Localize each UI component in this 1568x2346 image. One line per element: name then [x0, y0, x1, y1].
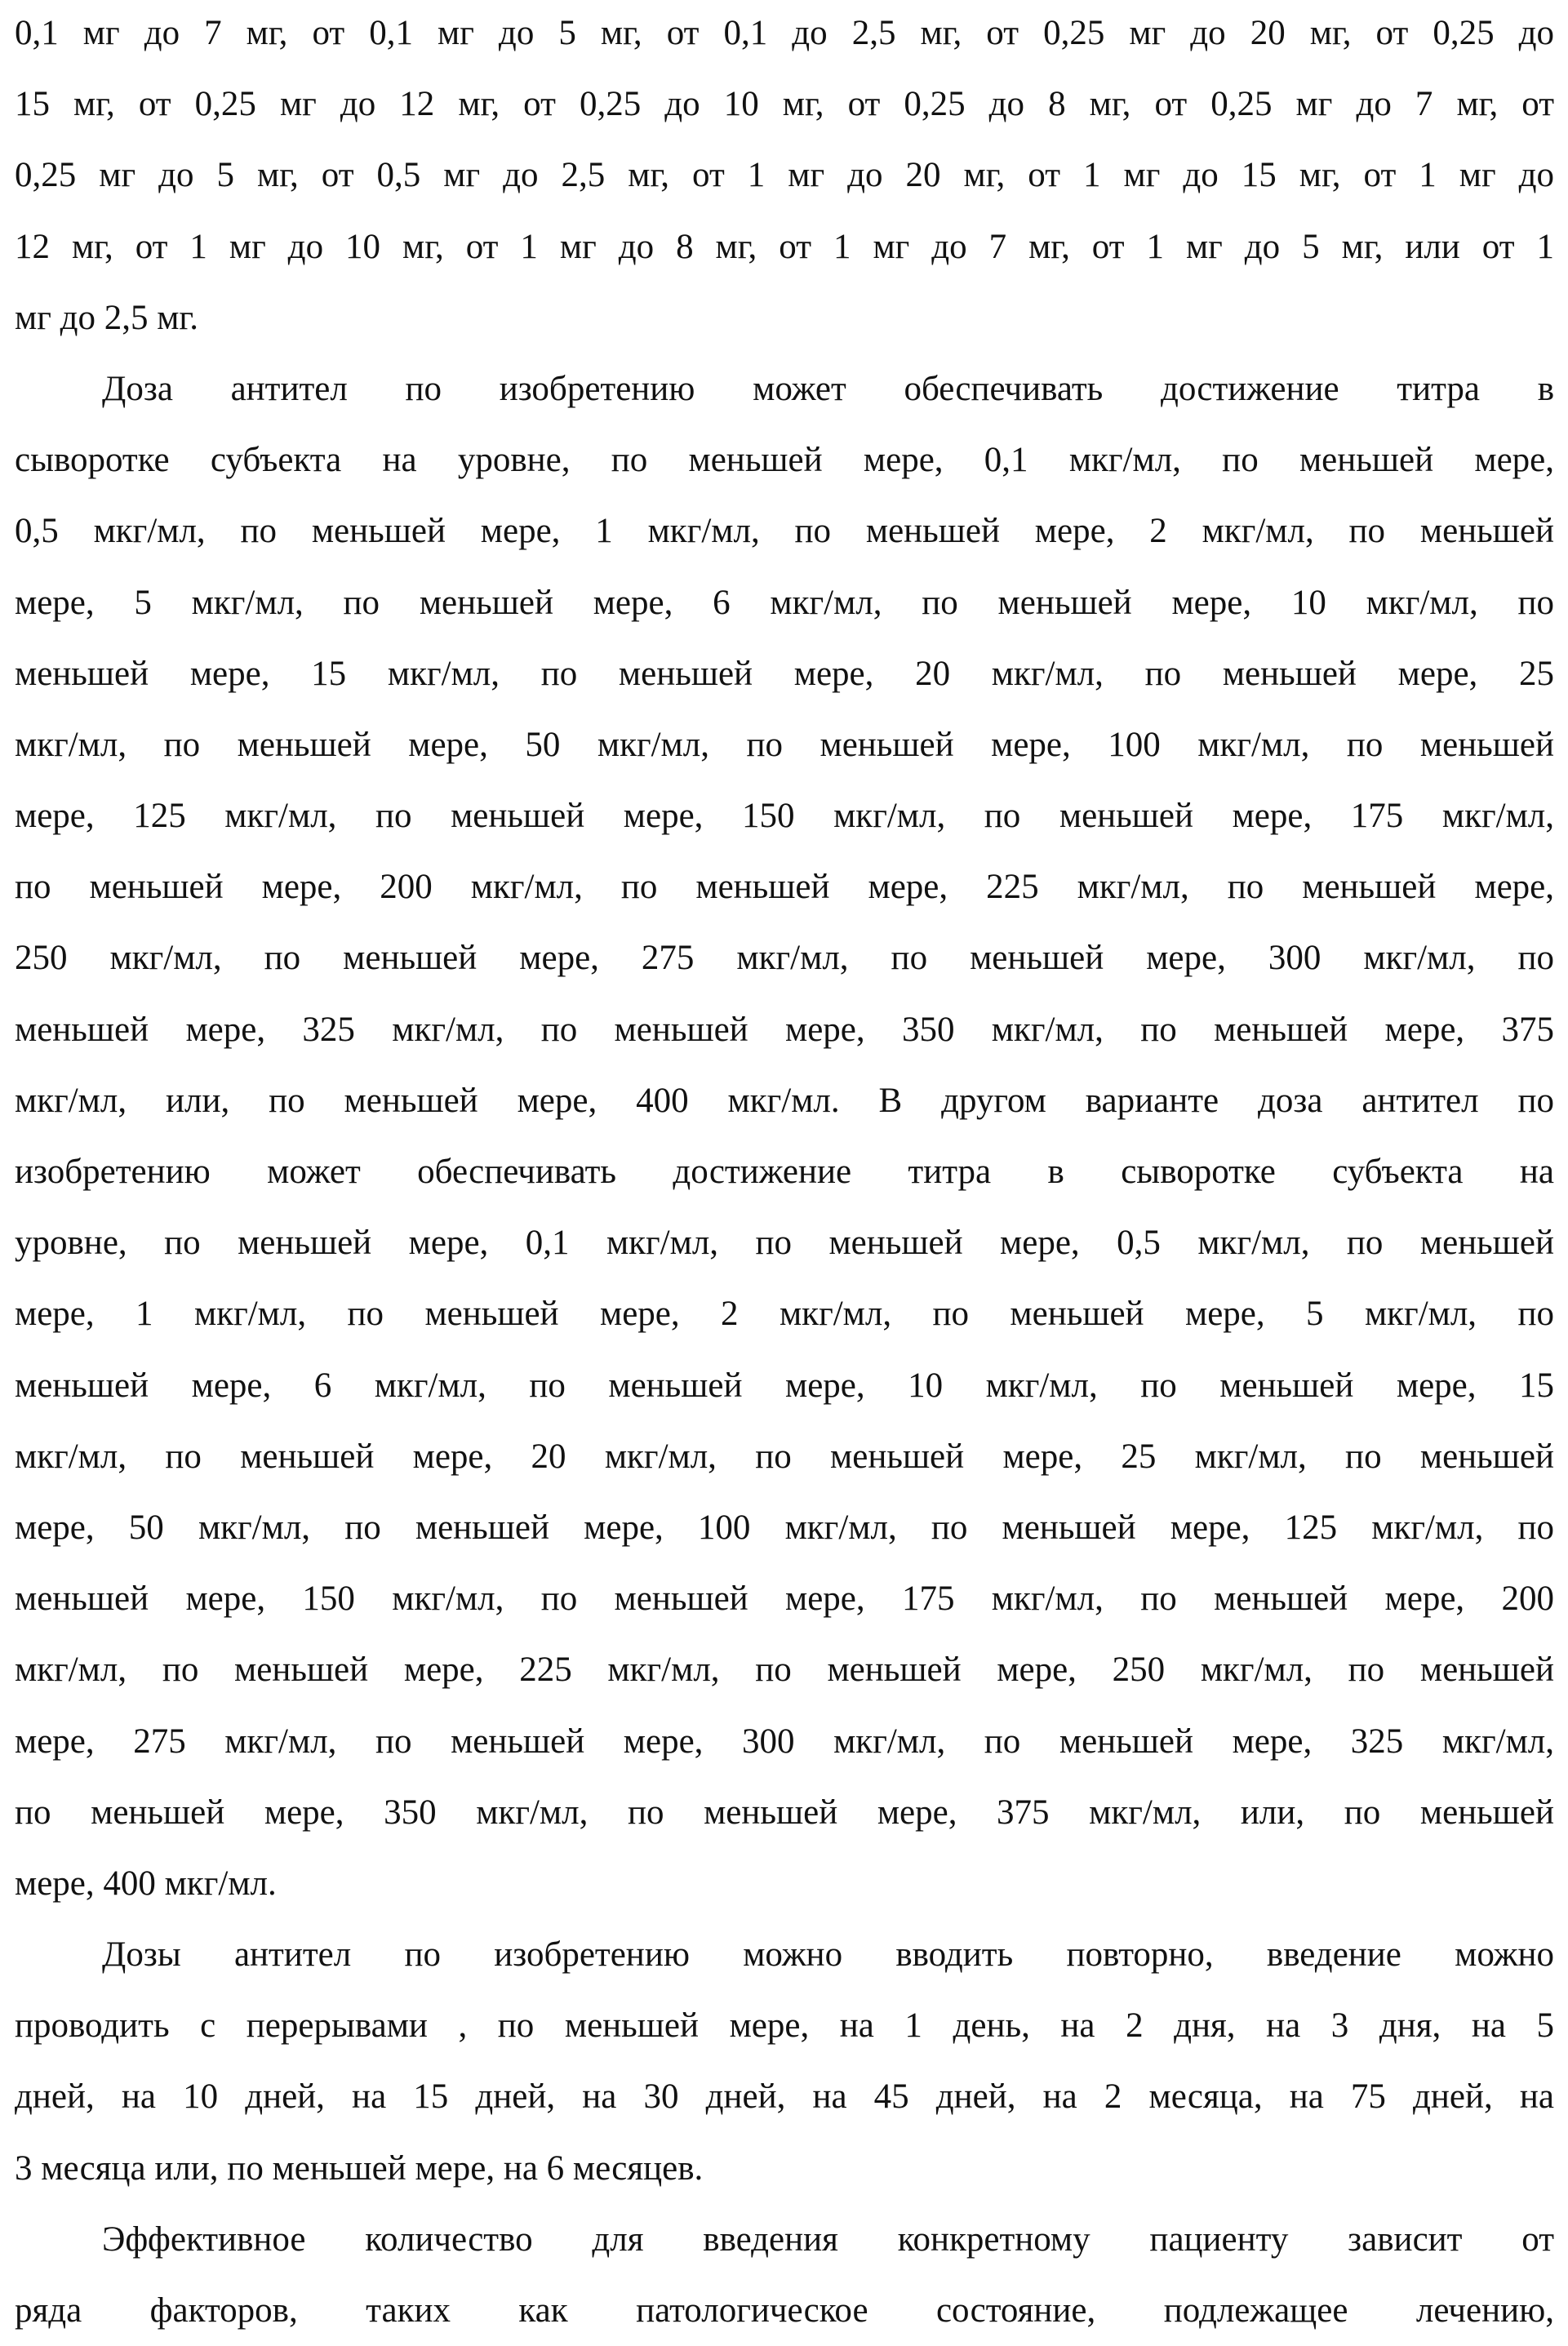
text-line: 0,1 мг до 7 мг, от 0,1 мг до 5 мг, от 0,1 до 2,5 мг, от 0,25 мг до 20 мг, от 0,25 до	[15, 0, 1554, 69]
text-line: 3 месяца или, по меньшей мере, на 6 месяцев.	[15, 2133, 1554, 2204]
text-line: по меньшей мере, 350 мкг/мл, по меньшей мере, 375 мкг/мл, или, по меньшей	[15, 1777, 1554, 1848]
text-line: 12 мг, от 1 мг до 10 мг, от 1 мг до 8 мг, от 1 мг до 7 мг, от 1 мг до 5 мг, или от 1	[15, 211, 1554, 282]
paragraph	[15, 2204, 1554, 2346]
text-line: 0,25 мг до 5 мг, от 0,5 мг до 2,5 мг, от 1 мг до 20 мг, от 1 мг до 15 мг, от 1 мг до	[15, 140, 1554, 211]
text-line: мере, 50 мкг/мл, по меньшей мере, 100 мкг/мл, по меньшей мере, 125 мкг/мл, по	[15, 1492, 1554, 1563]
text-line: ряда факторов, таких как патологическое состояние, подлежащее лечению,	[15, 2275, 1554, 2346]
text-line: меньшей мере, 325 мкг/мл, по меньшей мере, 350 мкг/мл, по меньшей мере, 375	[15, 994, 1554, 1065]
text-line: Эффективное количество для введения конкретному пациенту зависит от	[15, 2204, 1554, 2275]
paragraph	[15, 0, 1554, 353]
text-line: Доза антител по изобретению может обеспечивать достижение титра в	[15, 353, 1554, 424]
paragraph	[15, 353, 1554, 1919]
text-line: меньшей мере, 6 мкг/мл, по меньшей мере, 10 мкг/мл, по меньшей мере, 15	[15, 1350, 1554, 1421]
text-line: сыворотке субъекта на уровне, по меньшей мере, 0,1 мкг/мл, по меньшей мере,	[15, 424, 1554, 495]
text-line: мкг/мл, по меньшей мере, 50 мкг/мл, по меньшей мере, 100 мкг/мл, по меньшей	[15, 709, 1554, 780]
text-line: мере, 125 мкг/мл, по меньшей мере, 150 мкг/мл, по меньшей мере, 175 мкг/мл,	[15, 780, 1554, 851]
text-line: мкг/мл, по меньшей мере, 20 мкг/мл, по меньшей мере, 25 мкг/мл, по меньшей	[15, 1421, 1554, 1492]
text-line: мере, 400 мкг/мл.	[15, 1848, 1554, 1919]
text-line: меньшей мере, 15 мкг/мл, по меньшей мере, 20 мкг/мл, по меньшей мере, 25	[15, 638, 1554, 709]
text-line: изобретению может обеспечивать достижение титра в сыворотке субъекта на	[15, 1136, 1554, 1207]
text-line: мкг/мл, или, по меньшей мере, 400 мкг/мл. В другом варианте доза антител по	[15, 1065, 1554, 1136]
text-line: меньшей мере, 150 мкг/мл, по меньшей мере, 175 мкг/мл, по меньшей мере, 200	[15, 1563, 1554, 1634]
text-line: дней, на 10 дней, на 15 дней, на 30 дней, на 45 дней, на 2 месяца, на 75 дней, на	[15, 2061, 1554, 2132]
text-line: 15 мг, от 0,25 мг до 12 мг, от 0,25 до 10 мг, от 0,25 до 8 мг, от 0,25 мг до 7 мг, от	[15, 69, 1554, 140]
text-line: мкг/мл, по меньшей мере, 225 мкг/мл, по меньшей мере, 250 мкг/мл, по меньшей	[15, 1634, 1554, 1705]
paragraph	[15, 1919, 1554, 2204]
text-line: по меньшей мере, 200 мкг/мл, по меньшей мере, 225 мкг/мл, по меньшей мере,	[15, 851, 1554, 922]
text-line: проводить с перерывами , по меньшей мере, на 1 день, на 2 дня, на 3 дня, на 5	[15, 1990, 1554, 2061]
text-line: мг до 2,5 мг.	[15, 282, 1554, 353]
text-line: мере, 5 мкг/мл, по меньшей мере, 6 мкг/мл, по меньшей мере, 10 мкг/мл, по	[15, 567, 1554, 638]
text-line: Дозы антител по изобретению можно вводить повторно, введение можно	[15, 1919, 1554, 1990]
text-line: 250 мкг/мл, по меньшей мере, 275 мкг/мл, по меньшей мере, 300 мкг/мл, по	[15, 922, 1554, 993]
text-line: уровне, по меньшей мере, 0,1 мкг/мл, по меньшей мере, 0,5 мкг/мл, по меньшей	[15, 1207, 1554, 1278]
text-line: 0,5 мкг/мл, по меньшей мере, 1 мкг/мл, по меньшей мере, 2 мкг/мл, по меньшей	[15, 495, 1554, 567]
text-line: мере, 1 мкг/мл, по меньшей мере, 2 мкг/мл, по меньшей мере, 5 мкг/мл, по	[15, 1278, 1554, 1349]
text-line: мере, 275 мкг/мл, по меньшей мере, 300 мкг/мл, по меньшей мере, 325 мкг/мл,	[15, 1706, 1554, 1777]
document-page	[15, 0, 1554, 2346]
